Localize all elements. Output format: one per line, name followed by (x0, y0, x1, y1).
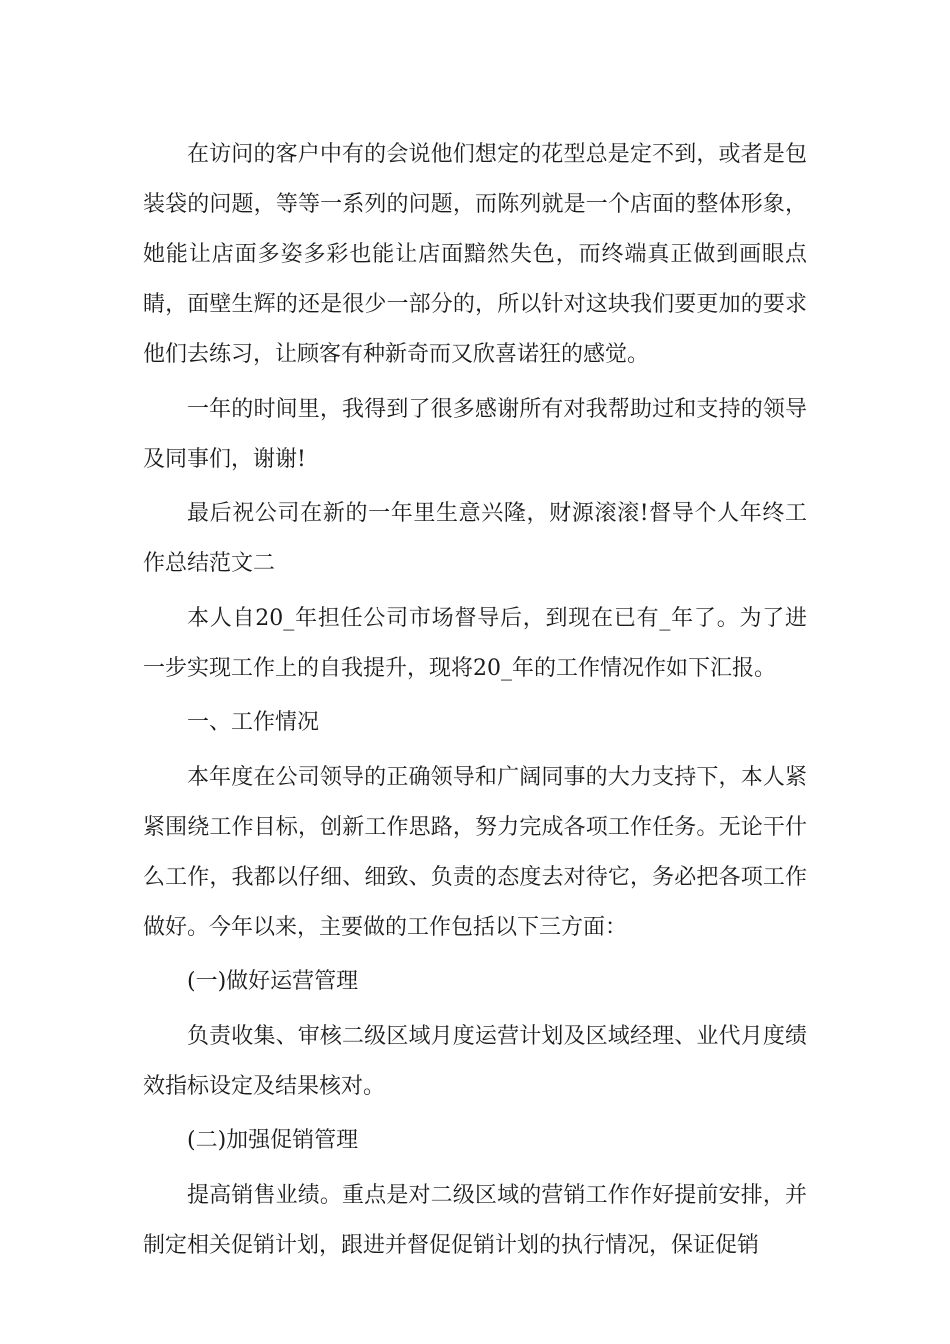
document-body (143, 130, 807, 1275)
subheading-operations: (一)做好运营管理 (187, 969, 359, 994)
subheading-promotion: (二)加强促销管理 (187, 1128, 359, 1153)
paragraph-wishes-title: 最后祝公司在新的一年里生意兴隆，财源滚滚!督导个人年终工作总结范文二 (143, 501, 807, 576)
paragraph-thanks: 一年的时间里，我得到了很多感谢所有对我帮助过和支持的领导及同事们，谢谢! (143, 396, 807, 472)
paragraph-display-complaints: 在访问的客户中有的会说他们想定的花型总是定不到，或者是包装袋的问题，等等一系列的问题，而陈列就是一个店面的整体形象，她能让店面多姿多彩也能让店面黯然失色，而终端真正做到画眼点睛，面壁生辉的还是很少一部分的，所以针对这块我们要更加的要求他们去练习，让顾客有种新奇而又欣喜诺狂的感觉。 (143, 142, 807, 367)
paragraph-work-overview: 本年度在公司领导的正确领导和广阔同事的大力支持下，本人紧紧围绕工作目标，创新工作思路，努力完成各项工作任务。无论干什么工作，我都以仔细、细致、负责的态度去对待它，务必把各项工作做好。今年以来，主要做的工作包括以下三方面： (143, 764, 807, 940)
paragraph-promotion: 提高销售业绩。重点是对二级区域的营销工作作好提前安排，并制定相关促销计划，跟进并督促促销计划的执行情况，保证促销 (143, 1182, 807, 1258)
section-heading-work: 一、工作情况 (187, 710, 320, 735)
paragraph-intro: 本人自20_年担任公司市场督导后，到现在已有_年了。为了进一步实现工作上的自我提升，现将20_年的工作情况作如下汇报。 (143, 605, 807, 681)
paragraph-operations: 负责收集、审核二级区域月度运营计划及区域经理、业代月度绩效指标设定及结果核对。 (143, 1023, 807, 1099)
